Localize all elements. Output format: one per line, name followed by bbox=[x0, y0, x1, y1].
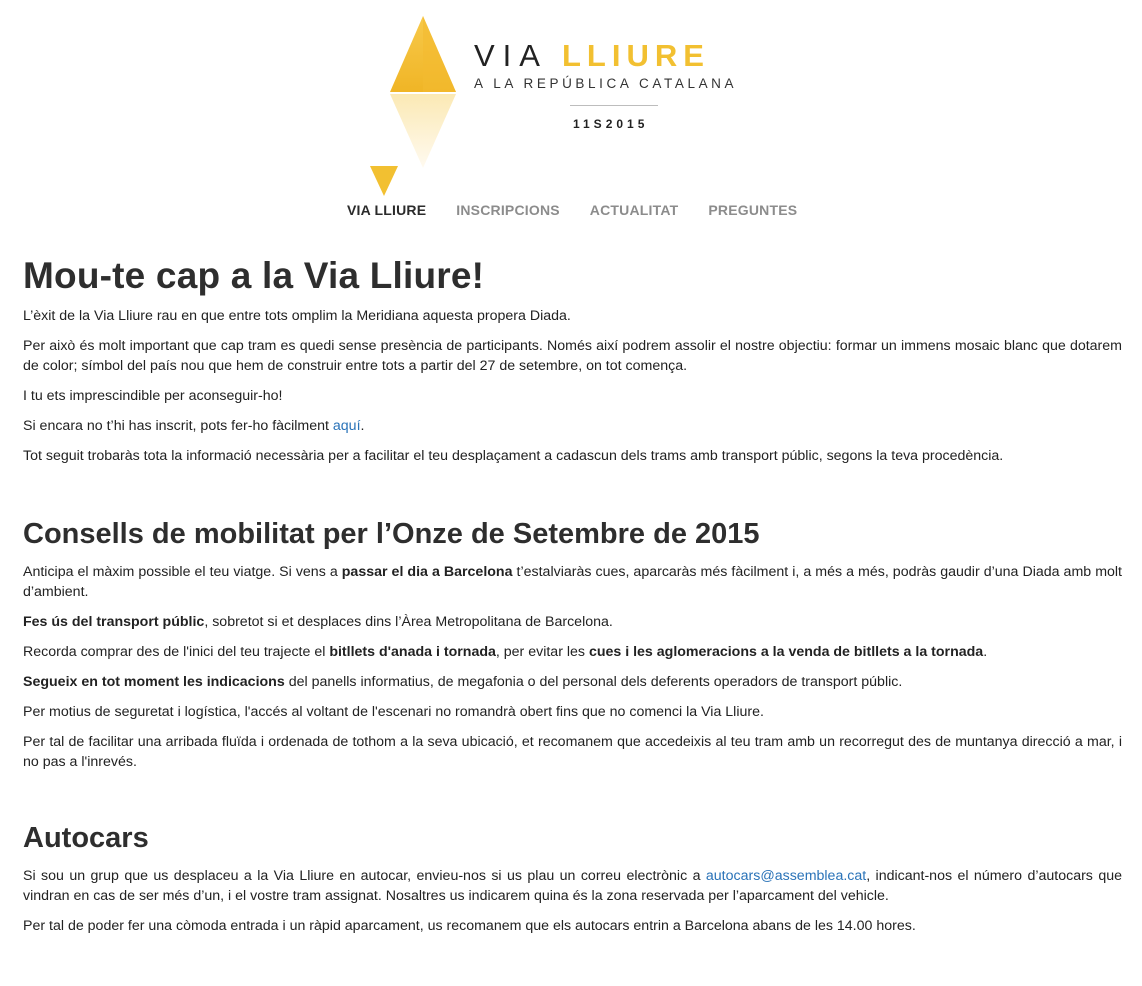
brand-block bbox=[474, 38, 764, 131]
autocars-p1-b: , indicant-nos el número d’autocars que vindran en cas de ser més d’un, i el vostre tram assignat. Nosaltres us indicarem quina és la zona reservada per l’aparcament del vehicle. bbox=[23, 868, 1122, 904]
mobility-p1-a: Anticipa el màxim possible el teu viatge. Si vens a bbox=[23, 564, 342, 580]
intro-paragraph-1: L’èxit de la Via Lliure rau en que entre tots omplim la Meridiana aquesta propera Diada. bbox=[23, 308, 571, 324]
mobility-paragraph-4 bbox=[23, 672, 1122, 692]
brand-name bbox=[474, 38, 764, 74]
brand-tagline: A LA REPÚBLICA CATALANA bbox=[474, 76, 738, 91]
mobility-p2-bold: Fes ús del transport públic bbox=[23, 614, 205, 630]
brand-via: VIA bbox=[474, 38, 548, 73]
mobility-p3-a: Recorda comprar des de l'inici del teu trajecte el bbox=[23, 644, 330, 660]
site-header bbox=[0, 0, 1142, 230]
mobility-paragraph-6: Per tal de facilitar una arribada fluïda i ordenada de tothom a la seva ubicació, et recomanem que accedeixis al teu tram amb un recorregut des de muntanya direcció a mar, i no pas a l'inrevés. bbox=[23, 734, 1122, 770]
intro-paragraph-4 bbox=[23, 416, 1122, 436]
mobility-p1-c: t’estalviaràs cues, aparcaràs més fàcilment i, a més a més, podràs gaudir d’una Diada amb molt d’ambient. bbox=[23, 564, 1122, 600]
intro-p4-text: Si encara no t’hi has inscrit, pots fer-ho fàcilment bbox=[23, 418, 333, 434]
main-nav bbox=[347, 202, 827, 218]
brand-divider bbox=[570, 105, 658, 106]
mobility-paragraph-5: Per motius de seguretat i logística, l'accés al voltant de l'escenari no romandrà obert fins que no comenci la Via Lliure. bbox=[23, 704, 764, 720]
mobility-title: Consells de mobilitat per l’Onze de Setembre de 2015 bbox=[23, 518, 760, 550]
nav-preguntes[interactable]: PREGUNTES bbox=[708, 202, 798, 218]
autocars-email-link[interactable]: autocars@assemblea.cat bbox=[705, 868, 867, 884]
autocars-paragraph-1 bbox=[23, 866, 1122, 906]
mobility-paragraph-3 bbox=[23, 642, 1122, 662]
mobility-p4-bold: Segueix en tot moment les indicacions bbox=[23, 674, 285, 690]
mobility-p1-bold: passar el dia a Barcelona bbox=[341, 564, 513, 580]
mobility-p2-b: , sobretot si et desplaces dins l’Àrea Metropolitana de Barcelona. bbox=[204, 614, 613, 630]
signup-link[interactable]: aquí bbox=[332, 418, 361, 434]
brand-date: 11S2015 bbox=[573, 117, 649, 131]
intro-paragraph-5: Tot seguit trobaràs tota la informació necessària per a facilitar el teu desplaçament a cadascun dels trams amb transport públic, segons la teva procedència. bbox=[23, 448, 1004, 464]
autocars-title: Autocars bbox=[23, 822, 149, 854]
nav-via-lliure[interactable]: VIA LLIURE bbox=[347, 202, 427, 218]
autocars-p1-a: Si sou un grup que us desplaceu a la Via Lliure en autocar, envieu-nos si us plau un correu electrònic a bbox=[23, 868, 706, 884]
mobility-p3-c: , per evitar les bbox=[495, 644, 589, 660]
spacer bbox=[23, 782, 1122, 820]
mobility-p3-bold-1: bitllets d'anada i tornada bbox=[329, 644, 496, 660]
page-title: Mou-te cap a la Via Lliure! bbox=[23, 255, 485, 296]
intro-p4-end: . bbox=[360, 418, 365, 434]
mobility-p3-bold-2: cues i les aglomeracions a la venda de bitllets a la tornada bbox=[588, 644, 984, 660]
nav-inscripcions[interactable]: INSCRIPCIONS bbox=[456, 202, 560, 218]
nav-actualitat[interactable]: ACTUALITAT bbox=[589, 202, 679, 218]
intro-paragraph-2: Per això és molt important que cap tram es quedi sense presència de participants. Només així podrem assolir el nostre objectiu: formar un immens mosaic blanc que dotarem de color; símbol del país nou que hem de construir entre tots a partir del 27 de setembre, on tot comença. bbox=[23, 338, 1122, 374]
spacer bbox=[23, 476, 1122, 516]
autocars-paragraph-2: Per tal de poder fer una còmoda entrada i un ràpid aparcament, us recomanem que els autocars entrin a Barcelona abans de les 14.00 hores. bbox=[23, 918, 916, 934]
mobility-paragraph-2 bbox=[23, 612, 1122, 632]
arrow-logo-icon[interactable] bbox=[388, 16, 458, 168]
main-content bbox=[23, 254, 1122, 946]
triangle-pointer-icon bbox=[370, 166, 398, 196]
mobility-paragraph-1 bbox=[23, 562, 1122, 602]
mobility-p3-e: . bbox=[983, 644, 988, 660]
mobility-p4-b: del panells informatius, de megafonia o del personal dels deferents operadors de transport públic. bbox=[284, 674, 903, 690]
brand-lliure: LLIURE bbox=[561, 38, 710, 73]
intro-paragraph-3: I tu ets imprescindible per aconseguir-ho! bbox=[23, 388, 283, 404]
